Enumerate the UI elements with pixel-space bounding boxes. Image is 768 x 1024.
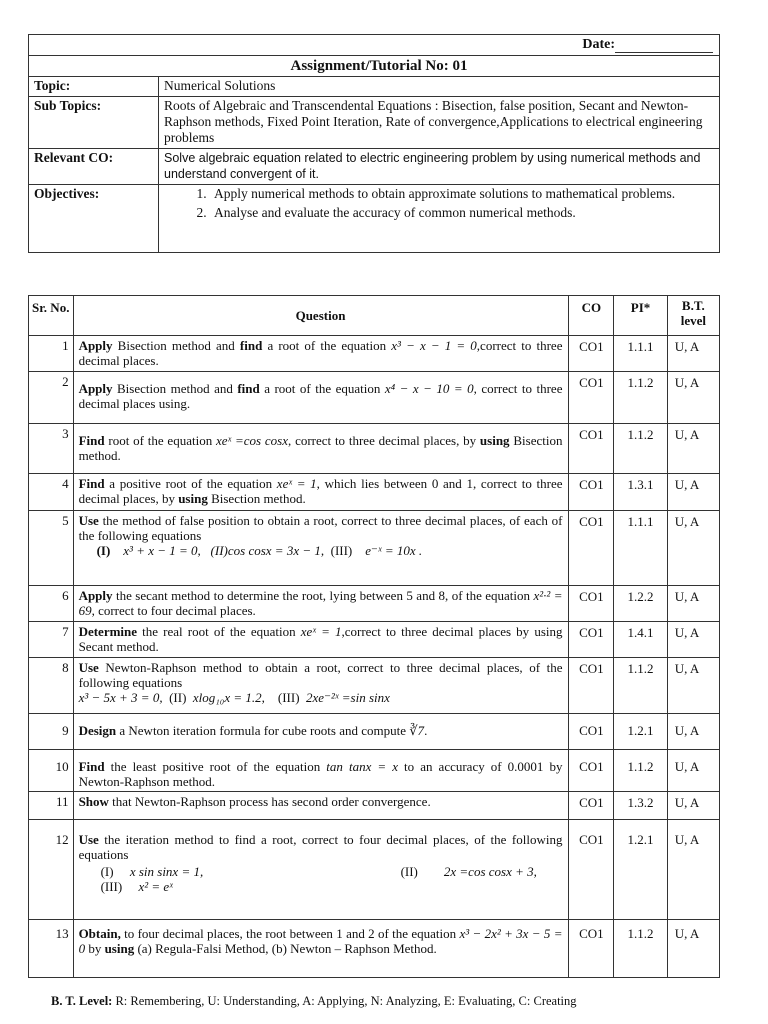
question-number: 13 (29, 920, 74, 978)
question-fragment: Newton-Raphson method to obtain a root, correct to three decimal places, of the following equations (78, 660, 563, 690)
question-text (73, 658, 569, 714)
pi-cell: 1.1.1 (614, 511, 667, 586)
action-verb: Design (78, 723, 117, 738)
date-blank-line (615, 52, 713, 53)
equation-index: (III) (100, 879, 123, 894)
bt-level-cell: U, A (667, 622, 719, 658)
question-fragment: by (85, 941, 105, 956)
pi-cell: 1.1.2 (614, 750, 667, 792)
bt-level-cell: U, A (667, 920, 719, 978)
equation: xeˣ = 1 (276, 476, 317, 491)
objectives-value (159, 185, 720, 253)
equation: (II)cos cosx = 3x − 1, (210, 543, 325, 558)
question-fragment: , correct to three decimal places, by (288, 433, 480, 448)
equation: xeˣ =cos cosx (216, 433, 289, 448)
equation: x³ − 2x² + 3x − 5 = 0 (78, 926, 563, 956)
table-row (29, 750, 720, 792)
question-text (73, 586, 569, 622)
question-number: 3 (29, 424, 74, 474)
objective-item: 2. Analyse and evaluate the accuracy of common numerical methods. (210, 205, 715, 221)
question-fragment: the secant method to determine the root, lying between 5 and 8, of the equation (112, 588, 534, 603)
equation-cell (101, 879, 173, 894)
equation-line (79, 879, 563, 894)
table-row (29, 474, 720, 511)
bt-level-cell: U, A (667, 586, 719, 622)
co-cell: CO1 (569, 511, 614, 586)
question-number: 5 (29, 511, 74, 586)
subtopics-row (29, 97, 719, 149)
action-verb: using (104, 941, 135, 956)
question-number: 1 (29, 336, 74, 372)
pi-cell: 1.1.2 (614, 658, 667, 714)
question-fragment: . (424, 723, 428, 738)
col-header-question: Question (73, 296, 569, 336)
assignment-header (28, 34, 720, 253)
bt-level-cell: U, A (667, 474, 719, 511)
equation-index: (I) (96, 543, 111, 558)
objective-item: 1. Apply numerical methods to obtain approximate solutions to mathematical problems. (210, 186, 715, 202)
equation-line (79, 864, 563, 879)
objectives-label: Objectives: (29, 185, 159, 253)
question-text (73, 511, 569, 586)
legend-label: B. T. Level: (51, 994, 113, 1008)
question-text (73, 474, 569, 511)
co-cell: CO1 (569, 372, 614, 424)
pi-cell: 1.3.1 (614, 474, 667, 511)
objectives-row (29, 185, 719, 253)
date-row (29, 35, 719, 56)
equation: 2xe⁻²ˣ =sin sinx (306, 690, 390, 705)
equation-index: (III) (330, 543, 353, 558)
question-fragment: a root of the equation (262, 338, 392, 353)
co-cell: CO1 (569, 586, 614, 622)
equation-index: (II) (400, 864, 418, 879)
co-cell: CO1 (569, 792, 614, 820)
pi-cell: 1.1.2 (614, 920, 667, 978)
co-cell: CO1 (569, 474, 614, 511)
table-row (29, 658, 720, 714)
question-fragment: ,correct to three decimal places by using Secant method. (78, 624, 563, 654)
equation-index: (I) (100, 864, 114, 879)
action-verb: Apply (78, 338, 113, 353)
table-row (29, 511, 720, 586)
question-fragment: Bisection method. (207, 491, 306, 506)
equation: ∛7 (409, 723, 425, 738)
objectives-list (164, 186, 715, 221)
question-text (73, 792, 569, 820)
question-fragment: , which lies between 0 and 1, correct to three decimal places, by (78, 476, 563, 506)
table-row (29, 622, 720, 658)
question-number: 8 (29, 658, 74, 714)
subtopics-value: Roots of Algebraic and Transcendental Equations : Bisection, false position, Secant and Newton-Raphson methods, Fixed Point Iteration, Rate of convergence,Applications to electrical engineering problems (159, 97, 720, 149)
equation-cell (101, 864, 401, 879)
action-verb: Apply (78, 588, 113, 603)
action-verb: Use (78, 660, 99, 675)
question-number: 9 (29, 714, 74, 750)
question-text (73, 336, 569, 372)
question-fragment: a positive root of the equation (104, 476, 277, 491)
table-row (29, 336, 720, 372)
co-cell: CO1 (569, 714, 614, 750)
equation: x² = eˣ (138, 879, 173, 894)
pi-cell: 1.2.1 (614, 714, 667, 750)
equation: 2x =cos cosx + 3, (443, 864, 537, 879)
topic-row (29, 77, 719, 97)
question-text (73, 622, 569, 658)
question-fragment: Bisection method and (112, 338, 240, 353)
question-text (73, 424, 569, 474)
action-verb: find (237, 381, 260, 396)
question-fragment: Bisection method and (112, 381, 238, 396)
equation: x³ − 5x + 3 = 0, (78, 690, 163, 705)
co-cell: CO1 (569, 820, 614, 920)
question-fragment: to an accuracy of 0.0001 by Newton-Raphson method. (78, 759, 563, 789)
equation-cell (401, 864, 537, 879)
co-cell: CO1 (569, 336, 614, 372)
question-fragment: the method of false position to obtain a root, correct to three decimal places, of each of the following equations (78, 513, 563, 543)
action-verb: Show (78, 794, 109, 809)
relevant-co-label: Relevant CO: (29, 149, 159, 185)
action-verb: Use (78, 832, 99, 847)
question-text (73, 820, 569, 920)
col-header-bt-level: B.T. level (667, 296, 719, 336)
co-cell: CO1 (569, 750, 614, 792)
question-text (73, 750, 569, 792)
equation: x³ + x − 1 = 0, (123, 543, 201, 558)
equation: x⁴ − x − 10 = 0 (384, 381, 474, 396)
question-fragment: the least positive root of the equation (104, 759, 327, 774)
bt-level-cell: U, A (667, 820, 719, 920)
table-row (29, 714, 720, 750)
equation-index: (II) (169, 690, 187, 705)
assignment-title: Assignment/Tutorial No: 01 (290, 58, 468, 74)
pi-cell: 1.2.1 (614, 820, 667, 920)
question-fragment: (a) Regula-Falsi Method, (b) Newton – Raphson Method. (134, 941, 437, 956)
question-fragment: ,correct to three decimal places. (78, 338, 563, 368)
equation: x²·² = 69 (78, 588, 563, 618)
question-fragment: a Newton iteration formula for cube roots and compute (116, 723, 410, 738)
co-cell: CO1 (569, 424, 614, 474)
question-fragment: the real root of the equation (137, 624, 301, 639)
question-fragment: to four decimal places, the root between 1 and 2 of the equation (120, 926, 460, 941)
bt-level-cell: U, A (667, 424, 719, 474)
question-fragment: , correct to three decimal places using. (78, 381, 563, 411)
table-header-row (29, 296, 720, 336)
bt-level-cell: U, A (667, 714, 719, 750)
pi-cell: 1.1.2 (614, 372, 667, 424)
bt-level-cell: U, A (667, 750, 719, 792)
bt-level-cell: U, A (667, 658, 719, 714)
question-fragment: Bisection method. (78, 433, 563, 463)
equation-line (79, 543, 423, 558)
topic-value: Numerical Solutions (159, 77, 720, 97)
action-verb: Determine (78, 624, 138, 639)
relevant-co-value: Solve algebraic equation related to electric engineering problem by using numerical methods and understand convergent of it. (159, 149, 720, 185)
question-fragment: root of the equation (104, 433, 216, 448)
subtopics-label: Sub Topics: (29, 97, 159, 149)
table-row (29, 586, 720, 622)
question-fragment: the iteration method to find a root, correct to four decimal places, of the following equations (78, 832, 563, 862)
question-text (73, 920, 569, 978)
table-row (29, 920, 720, 978)
question-number: 2 (29, 372, 74, 424)
table-row (29, 792, 720, 820)
equation: tan tanx = x (326, 759, 398, 774)
action-verb: find (239, 338, 263, 353)
equation: e⁻ˣ = 10x . (365, 543, 423, 558)
pi-cell: 1.3.2 (614, 792, 667, 820)
action-verb: Apply (78, 381, 113, 396)
bt-level-cell: U, A (667, 792, 719, 820)
col-header-pi: PI* (614, 296, 667, 336)
bt-level-cell: U, A (667, 372, 719, 424)
action-verb: using (178, 491, 208, 506)
co-cell: CO1 (569, 622, 614, 658)
question-number: 12 (29, 820, 74, 920)
pi-cell: 1.1.1 (614, 336, 667, 372)
date-label: Date: (582, 37, 615, 52)
question-fragment: that Newton-Raphson process has second order convergence. (108, 794, 431, 809)
questions-table (28, 295, 720, 978)
question-number: 4 (29, 474, 74, 511)
col-header-sr-no: Sr. No. (29, 296, 74, 336)
bt-level-cell: U, A (667, 336, 719, 372)
question-number: 10 (29, 750, 74, 792)
co-cell: CO1 (569, 920, 614, 978)
equation: x sin sinx = 1, (129, 864, 204, 879)
pi-cell: 1.1.2 (614, 424, 667, 474)
pi-cell: 1.4.1 (614, 622, 667, 658)
table-row (29, 820, 720, 920)
action-verb: Find (78, 759, 105, 774)
action-verb: Obtain, (78, 926, 121, 941)
equation: x³ − x − 1 = 0 (391, 338, 477, 353)
equation: xlog₁₀x = 1.2, (192, 690, 265, 705)
action-verb: using (479, 433, 510, 448)
action-verb: Find (78, 433, 105, 448)
topic-label: Topic: (29, 77, 159, 97)
question-fragment: , correct to four decimal places. (91, 603, 256, 618)
equation: xeˣ = 1 (300, 624, 342, 639)
relevant-co-row (29, 149, 719, 185)
question-number: 7 (29, 622, 74, 658)
legend-text: R: Remembering, U: Understanding, A: Applying, N: Analyzing, E: Evaluating, C: Creating (112, 994, 577, 1008)
table-row (29, 424, 720, 474)
co-cell: CO1 (569, 658, 614, 714)
pi-cell: 1.2.2 (614, 586, 667, 622)
bt-level-cell: U, A (667, 511, 719, 586)
table-row (29, 372, 720, 424)
question-number: 11 (29, 792, 74, 820)
question-number: 6 (29, 586, 74, 622)
header-info-table (29, 76, 719, 252)
question-text (73, 714, 569, 750)
equation-index: (III) (277, 690, 300, 705)
col-header-co: CO (569, 296, 614, 336)
question-fragment: a root of the equation (259, 381, 385, 396)
action-verb: Use (78, 513, 99, 528)
action-verb: Find (78, 476, 105, 491)
bt-level-legend (51, 994, 577, 1009)
question-text (73, 372, 569, 424)
